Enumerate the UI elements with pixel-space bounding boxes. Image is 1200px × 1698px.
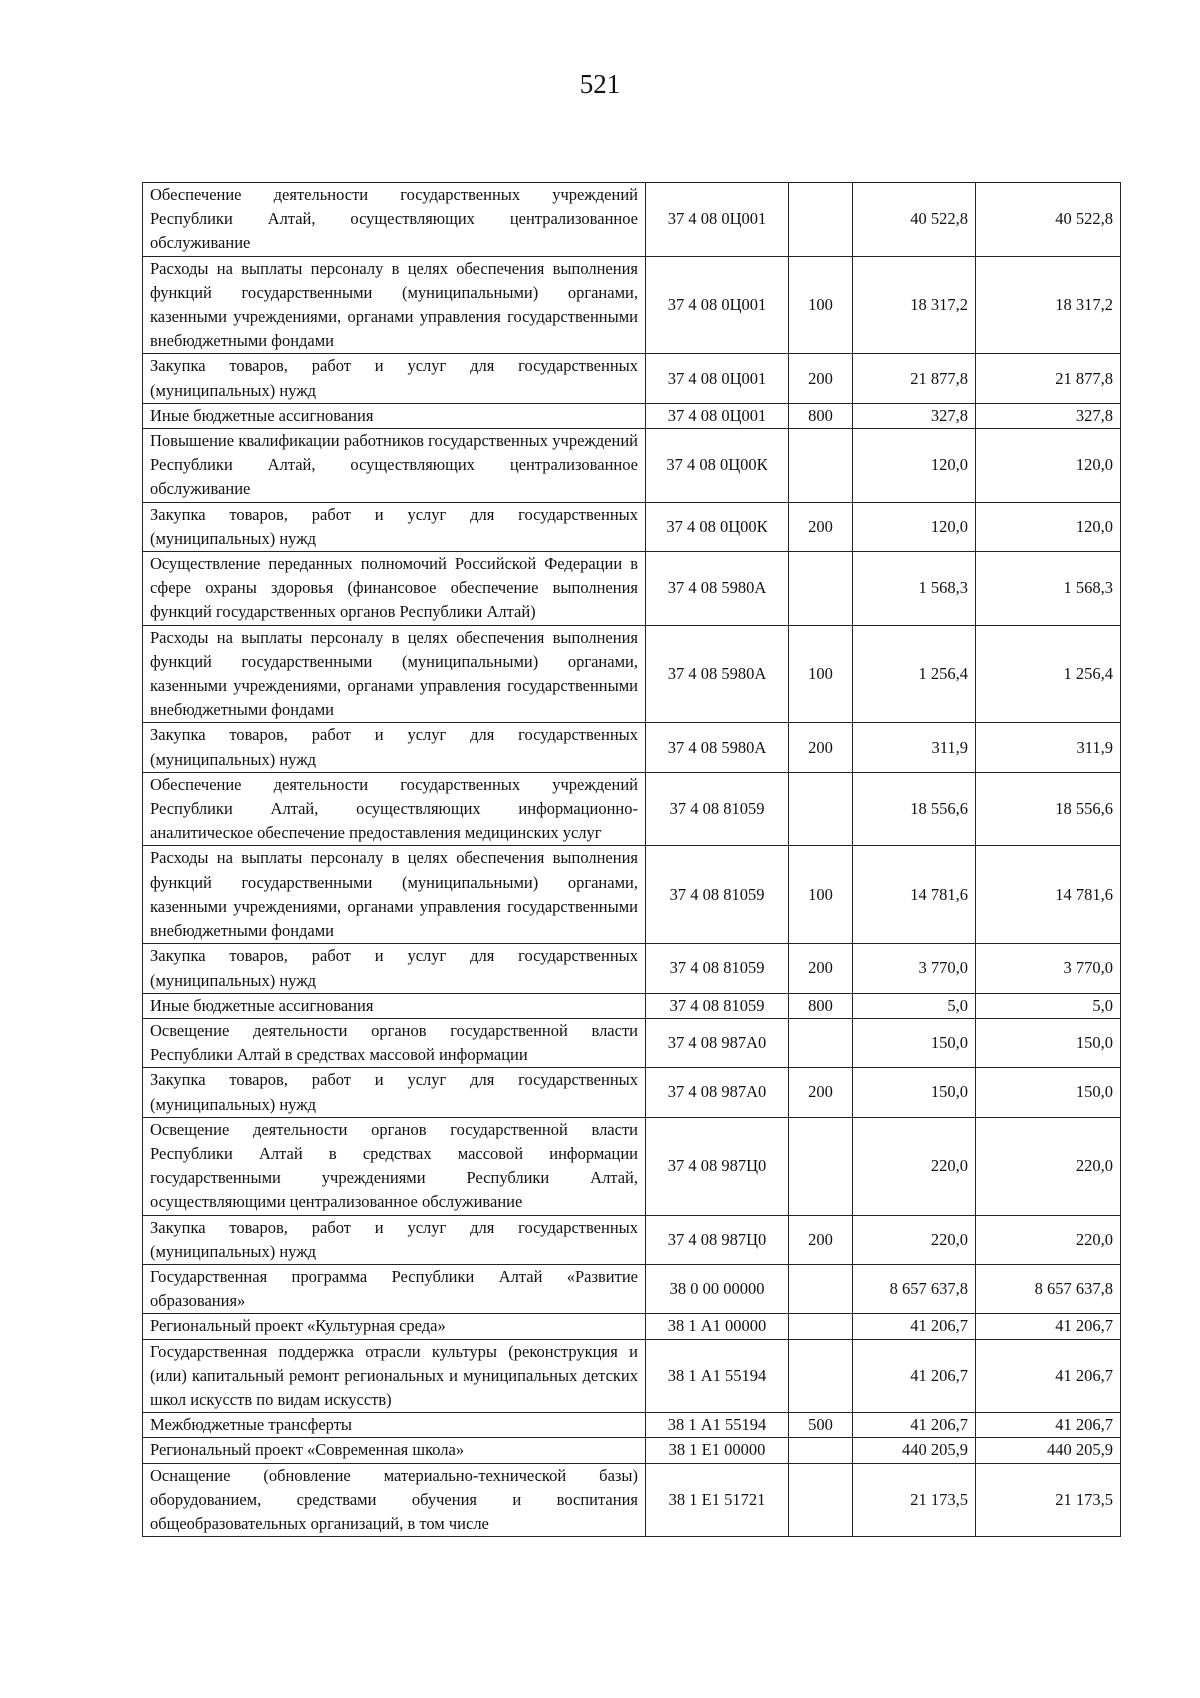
row-name: Оснащение (обновление материально-технической базы) оборудованием, средствами обучения и воспитания общеобразовательных организаций, в том числе xyxy=(143,1463,646,1537)
table-row xyxy=(143,846,1121,944)
row-code: 38 0 00 00000 xyxy=(646,1264,789,1313)
row-amount-1: 40 522,8 xyxy=(853,183,976,257)
row-name: Закупка товаров, работ и услуг для государственных (муниципальных) нужд xyxy=(143,1068,646,1117)
row-amount-2: 21 877,8 xyxy=(976,354,1121,403)
row-amount-2: 327,8 xyxy=(976,403,1121,428)
page-number: 521 xyxy=(579,69,621,99)
budget-table xyxy=(142,182,1121,1537)
table-row xyxy=(143,1018,1121,1067)
table-row xyxy=(143,1438,1121,1463)
row-name: Расходы на выплаты персоналу в целях обеспечения выполнения функций государственными (муниципальными) органами, казенными учреждениями, органами управления государственными внебюджетными фондами xyxy=(143,256,646,354)
row-amount-2: 150,0 xyxy=(976,1068,1121,1117)
row-amount-2: 21 173,5 xyxy=(976,1463,1121,1537)
row-code: 37 4 08 5980А xyxy=(646,552,789,626)
row-name: Государственная программа Республики Алтай «Развитие образования» xyxy=(143,1264,646,1313)
row-code: 38 1 А1 00000 xyxy=(646,1314,789,1339)
row-amount-2: 1 568,3 xyxy=(976,552,1121,626)
row-expense-type xyxy=(789,1117,853,1215)
row-code: 37 4 08 0Ц00К xyxy=(646,502,789,551)
row-code: 37 4 08 5980А xyxy=(646,723,789,772)
row-amount-2: 1 256,4 xyxy=(976,625,1121,723)
row-code: 38 1 Е1 00000 xyxy=(646,1438,789,1463)
row-expense-type xyxy=(789,183,853,257)
row-amount-2: 18 556,6 xyxy=(976,772,1121,846)
row-amount-1: 120,0 xyxy=(853,502,976,551)
table-row xyxy=(143,552,1121,626)
row-expense-type: 200 xyxy=(789,1215,853,1264)
table-row xyxy=(143,1068,1121,1117)
row-name: Закупка товаров, работ и услуг для государственных (муниципальных) нужд xyxy=(143,354,646,403)
row-code: 37 4 08 0Ц00К xyxy=(646,429,789,503)
row-code: 37 4 08 987Ц0 xyxy=(646,1215,789,1264)
row-amount-2: 120,0 xyxy=(976,502,1121,551)
row-amount-2: 40 522,8 xyxy=(976,183,1121,257)
row-expense-type xyxy=(789,1438,853,1463)
row-code: 37 4 08 987А0 xyxy=(646,1018,789,1067)
row-name: Региональный проект «Культурная среда» xyxy=(143,1314,646,1339)
table-row xyxy=(143,1314,1121,1339)
row-expense-type: 200 xyxy=(789,1068,853,1117)
row-code: 37 4 08 81059 xyxy=(646,772,789,846)
table-row xyxy=(143,723,1121,772)
table-row xyxy=(143,354,1121,403)
table-row xyxy=(143,502,1121,551)
row-expense-type: 200 xyxy=(789,354,853,403)
row-name: Расходы на выплаты персоналу в целях обеспечения выполнения функций государственными (муниципальными) органами, казенными учреждениями, органами управления государственными внебюджетными фондами xyxy=(143,625,646,723)
row-name: Закупка товаров, работ и услуг для государственных (муниципальных) нужд xyxy=(143,502,646,551)
row-name: Повышение квалификации работников государственных учреждений Республики Алтай, осуществляющих централизованное обслуживание xyxy=(143,429,646,503)
row-expense-type xyxy=(789,552,853,626)
row-code: 37 4 08 0Ц001 xyxy=(646,256,789,354)
table-row xyxy=(143,183,1121,257)
row-expense-type xyxy=(789,772,853,846)
row-expense-type xyxy=(789,1264,853,1313)
row-amount-1: 1 568,3 xyxy=(853,552,976,626)
row-amount-2: 220,0 xyxy=(976,1215,1121,1264)
row-amount-1: 14 781,6 xyxy=(853,846,976,944)
row-amount-1: 21 173,5 xyxy=(853,1463,976,1537)
row-amount-2: 18 317,2 xyxy=(976,256,1121,354)
row-amount-1: 220,0 xyxy=(853,1215,976,1264)
row-code: 37 4 08 0Ц001 xyxy=(646,403,789,428)
row-name: Обеспечение деятельности государственных учреждений Республики Алтай, осуществляющих централизованное обслуживание xyxy=(143,183,646,257)
row-name: Закупка товаров, работ и услуг для государственных (муниципальных) нужд xyxy=(143,723,646,772)
row-amount-1: 8 657 637,8 xyxy=(853,1264,976,1313)
row-code: 38 1 А1 55194 xyxy=(646,1339,789,1413)
table-row xyxy=(143,1413,1121,1438)
row-code: 37 4 08 81059 xyxy=(646,846,789,944)
row-amount-1: 150,0 xyxy=(853,1068,976,1117)
row-amount-1: 41 206,7 xyxy=(853,1413,976,1438)
budget-table-body xyxy=(143,183,1121,1537)
row-amount-2: 41 206,7 xyxy=(976,1314,1121,1339)
row-amount-1: 311,9 xyxy=(853,723,976,772)
row-name: Государственная поддержка отрасли культуры (реконструкция и (или) капитальный ремонт региональных и муниципальных детских школ искусств по видам искусств) xyxy=(143,1339,646,1413)
row-expense-type: 800 xyxy=(789,993,853,1018)
row-amount-1: 150,0 xyxy=(853,1018,976,1067)
row-code: 37 4 08 0Ц001 xyxy=(646,183,789,257)
table-row xyxy=(143,1463,1121,1537)
row-amount-2: 220,0 xyxy=(976,1117,1121,1215)
row-amount-1: 220,0 xyxy=(853,1117,976,1215)
table-row xyxy=(143,1117,1121,1215)
row-expense-type: 800 xyxy=(789,403,853,428)
row-amount-2: 311,9 xyxy=(976,723,1121,772)
row-amount-1: 120,0 xyxy=(853,429,976,503)
row-name: Межбюджетные трансферты xyxy=(143,1413,646,1438)
row-expense-type: 100 xyxy=(789,625,853,723)
row-amount-2: 120,0 xyxy=(976,429,1121,503)
row-amount-1: 1 256,4 xyxy=(853,625,976,723)
row-expense-type: 200 xyxy=(789,723,853,772)
table-row xyxy=(143,1264,1121,1313)
row-amount-2: 8 657 637,8 xyxy=(976,1264,1121,1313)
row-code: 38 1 Е1 51721 xyxy=(646,1463,789,1537)
row-name: Освещение деятельности органов государственной власти Республики Алтай в средствах массовой информации государственными учреждениями Республики Алтай, осуществляющими централизованное обслуживание xyxy=(143,1117,646,1215)
row-code: 37 4 08 5980А xyxy=(646,625,789,723)
row-amount-2: 150,0 xyxy=(976,1018,1121,1067)
table-row xyxy=(143,944,1121,993)
row-name: Осуществление переданных полномочий Российской Федерации в сфере охраны здоровья (финансовое обеспечение выполнения функций государственных органов Республики Алтай) xyxy=(143,552,646,626)
row-code: 38 1 А1 55194 xyxy=(646,1413,789,1438)
table-row xyxy=(143,993,1121,1018)
row-name: Иные бюджетные ассигнования xyxy=(143,403,646,428)
row-expense-type xyxy=(789,1463,853,1537)
table-row xyxy=(143,256,1121,354)
row-amount-1: 3 770,0 xyxy=(853,944,976,993)
row-expense-type xyxy=(789,1018,853,1067)
row-amount-1: 41 206,7 xyxy=(853,1339,976,1413)
row-amount-1: 18 317,2 xyxy=(853,256,976,354)
row-code: 37 4 08 81059 xyxy=(646,944,789,993)
row-amount-2: 41 206,7 xyxy=(976,1339,1121,1413)
row-amount-1: 5,0 xyxy=(853,993,976,1018)
row-expense-type: 100 xyxy=(789,256,853,354)
row-expense-type: 200 xyxy=(789,944,853,993)
row-name: Иные бюджетные ассигнования xyxy=(143,993,646,1018)
row-code: 37 4 08 81059 xyxy=(646,993,789,1018)
row-name: Региональный проект «Современная школа» xyxy=(143,1438,646,1463)
row-expense-type xyxy=(789,1339,853,1413)
table-row xyxy=(143,403,1121,428)
row-amount-1: 327,8 xyxy=(853,403,976,428)
row-amount-2: 440 205,9 xyxy=(976,1438,1121,1463)
table-row xyxy=(143,1339,1121,1413)
row-expense-type: 500 xyxy=(789,1413,853,1438)
row-amount-2: 5,0 xyxy=(976,993,1121,1018)
row-name: Расходы на выплаты персоналу в целях обеспечения выполнения функций государственными (муниципальными) органами, казенными учреждениями, органами управления государственными внебюджетными фондами xyxy=(143,846,646,944)
row-expense-type xyxy=(789,1314,853,1339)
row-name: Обеспечение деятельности государственных учреждений Республики Алтай, осуществляющих информационно-аналитическое обеспечение предоставления медицинских услуг xyxy=(143,772,646,846)
row-name: Освещение деятельности органов государственной власти Республики Алтай в средствах массовой информации xyxy=(143,1018,646,1067)
row-code: 37 4 08 987Ц0 xyxy=(646,1117,789,1215)
row-expense-type: 100 xyxy=(789,846,853,944)
row-amount-1: 18 556,6 xyxy=(853,772,976,846)
row-amount-1: 440 205,9 xyxy=(853,1438,976,1463)
row-amount-1: 21 877,8 xyxy=(853,354,976,403)
row-expense-type: 200 xyxy=(789,502,853,551)
row-name: Закупка товаров, работ и услуг для государственных (муниципальных) нужд xyxy=(143,1215,646,1264)
row-amount-2: 14 781,6 xyxy=(976,846,1121,944)
table-row xyxy=(143,625,1121,723)
row-amount-1: 41 206,7 xyxy=(853,1314,976,1339)
row-name: Закупка товаров, работ и услуг для государственных (муниципальных) нужд xyxy=(143,944,646,993)
row-amount-2: 41 206,7 xyxy=(976,1413,1121,1438)
row-amount-2: 3 770,0 xyxy=(976,944,1121,993)
row-expense-type xyxy=(789,429,853,503)
row-code: 37 4 08 987А0 xyxy=(646,1068,789,1117)
table-row xyxy=(143,772,1121,846)
table-row xyxy=(143,429,1121,503)
table-row xyxy=(143,1215,1121,1264)
row-code: 37 4 08 0Ц001 xyxy=(646,354,789,403)
